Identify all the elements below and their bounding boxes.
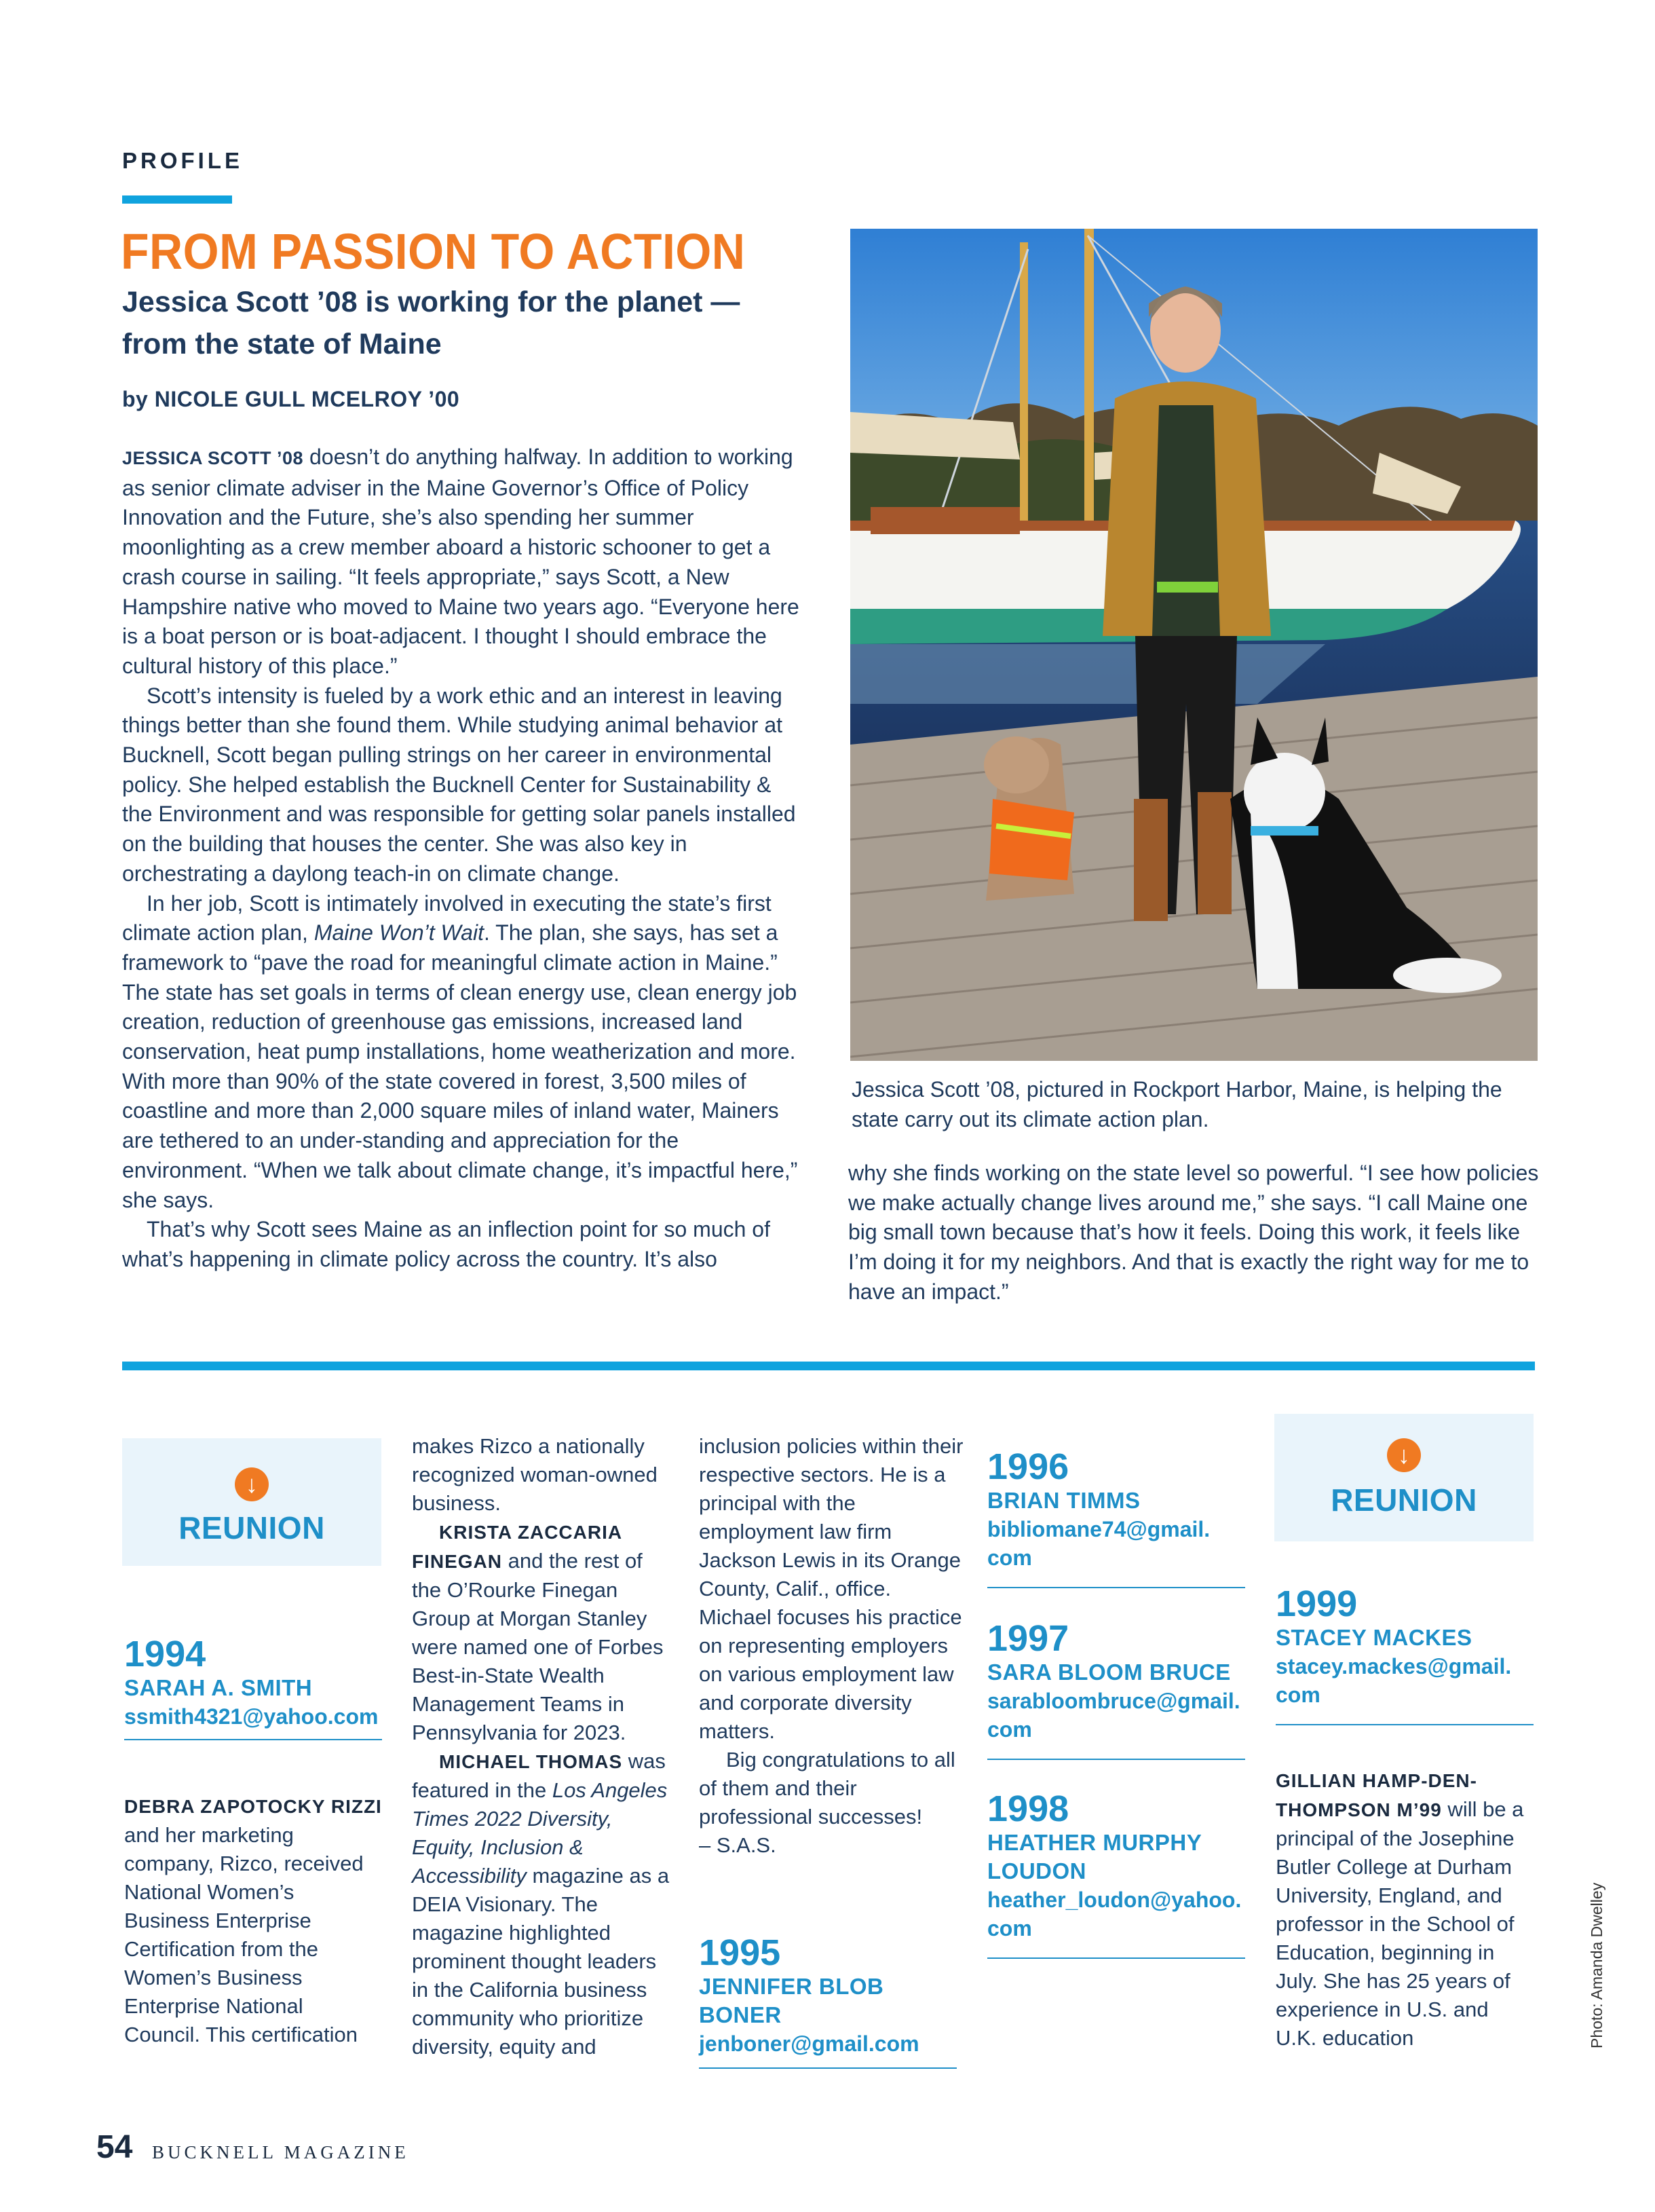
class-year: 1998 <box>987 1788 1069 1829</box>
photo-credit: Photo: Amanda Dwelley <box>1588 1882 1605 2048</box>
class-year: 1999 <box>1276 1583 1358 1624</box>
class-1998 <box>987 1789 1245 1959</box>
class-year: 1994 <box>124 1634 206 1674</box>
note-paragraph: DEBRA ZAPOTOCKY RIZZI and her marketing company, Rizco, received National Women’s Business Enterprise Certification from the Women’s Business Enterprise National Council. This certification <box>124 1796 382 2046</box>
class-correspondent: SARA BLOOM BRUCE <box>987 1660 1231 1685</box>
profile-photo <box>850 229 1538 1061</box>
class-correspondent: STACEY MACKES <box>1276 1625 1472 1650</box>
class-notes-col5 <box>1276 1766 1534 2052</box>
class-notes-col3 <box>699 1432 964 1860</box>
page-number: 54 <box>96 2129 133 2165</box>
class-rule <box>1276 1724 1534 1725</box>
class-1996 <box>987 1447 1245 1588</box>
lead-name: JESSICA SCOTT ’08 <box>122 448 304 468</box>
article-byline: by NICOLE GULL MCELROY ’00 <box>122 387 460 411</box>
class-1995 <box>699 1933 957 2069</box>
note-paragraph: inclusion policies within their respective sectors. He is a principal with the employment law firm Jackson Lewis in its Orange County, Calif., office. Michael focuses his practice on representing employers on various employment law and corporate diversity matters. <box>699 1434 964 1743</box>
class-year: 1996 <box>987 1446 1069 1487</box>
class-rule <box>987 1587 1245 1588</box>
correspondent-email[interactable]: ssmith4321@yahoo.com <box>124 1704 379 1729</box>
class-rule <box>987 1957 1245 1959</box>
reunion-label: REUNION <box>178 1510 325 1545</box>
correspondent-email[interactable]: bibliomane74@gmail. com <box>987 1517 1211 1570</box>
article-paragraph: In her job, Scott is intimately involved in executing the state’s first climate action plan, Maine Won’t Wait. The plan, she says, has set a framework to “pave the road for meaningful climate action in Maine.” The state has set goals in terms of clean energy use, clean energy job creation, reduction of greenhouse gas emissions, increased land conservation, heat pump installations, home weatherization and more. With more than 90% of the state covered in forest, 3,500 miles of coastline and more than 2,000 square miles of inland water, Mainers are tethered to an under-standing and appreciation for the environment. “When we talk about climate change, it’s impactful here,” she says. <box>122 891 798 1212</box>
class-year: 1997 <box>987 1618 1069 1659</box>
article-paragraph: Scott’s intensity is fueled by a work ethic and an interest in leaving things better than she found them. While studying animal behavior at Bucknell, Scott began pulling strings on her career in environmental policy. She helped establish the Bucknell Center for Sustainability & the Environment and was responsible for getting solar panels installed on the building that houses the center. She was also key in orchestrating a daylong teach-in on climate change. <box>122 683 796 886</box>
correspondent-email[interactable]: sarabloombruce@gmail. com <box>987 1689 1240 1742</box>
kicker-rule <box>122 195 232 204</box>
article-deck: Jessica Scott ’08 is working for the planet — from the state of Maine <box>122 286 740 360</box>
class-1999 <box>1276 1584 1534 1725</box>
reunion-label: REUNION <box>1331 1482 1477 1518</box>
note-paragraph: KRISTA ZACCARIA FINEGAN and the rest of the O’Rourke Finegan Group at Morgan Stanley were named one of Forbes Best-in-State Wealth Management Teams in Pennsylvania for 2023. <box>412 1522 664 1744</box>
class-year: 1995 <box>699 1932 781 1973</box>
class-notes-col2 <box>412 1432 677 2061</box>
class-1994 <box>124 1634 382 1740</box>
arrow-down-icon: ↓ <box>1387 1438 1421 1472</box>
article-body-right <box>848 1159 1540 1307</box>
article-paragraph: That’s why Scott sees Maine as an inflection point for so much of what’s happening in climate policy across the country. It’s also <box>122 1217 770 1271</box>
plan-title: Maine Won’t Wait <box>313 920 484 945</box>
note-paragraph: Big congratulations to all of them and their professional successes! <box>699 1748 955 1829</box>
note-signature: – S.A.S. <box>699 1833 776 1857</box>
class-correspondent: SARAH A. SMITH <box>124 1675 313 1700</box>
correspondent-email[interactable]: stacey.mackes@gmail. com <box>1276 1654 1512 1707</box>
magazine-name: BUCKNELL MAGAZINE <box>152 2142 409 2162</box>
class-correspondent: JENNIFER BLOB BONER <box>699 1974 884 2027</box>
class-notes-col1 <box>124 1792 382 2049</box>
class-rule <box>987 1759 1245 1760</box>
correspondent-email[interactable]: heather_loudon@yahoo. com <box>987 1888 1242 1941</box>
arrow-down-icon: ↓ <box>235 1467 269 1501</box>
class-correspondent: BRIAN TIMMS <box>987 1488 1141 1513</box>
article-body-left <box>122 443 801 1275</box>
article-headline: FROM PASSION TO ACTION <box>121 223 746 280</box>
class-1997 <box>987 1619 1245 1760</box>
note-paragraph: GILLIAN HAMP-DEN-THOMPSON M’99 will be a principal of the Josephine Butler College at Durham University, England, and professor in the School of Education, beginning in July. She has 25 years of experience in U.S. and U.K. education <box>1276 1770 1524 2050</box>
section-divider <box>122 1362 1535 1370</box>
note-paragraph: makes Rizco a nationally recognized woman-owned business. <box>412 1434 658 1515</box>
class-rule <box>124 1739 382 1740</box>
reunion-badge <box>1274 1414 1534 1541</box>
class-rule <box>699 2067 957 2069</box>
article-paragraph: why she finds working on the state level so powerful. “I see how policies we make actually change lives around me,” she says. “I call Maine one big small town because that’s how it feels. Doing this work, it feels like I’m doing it for my neighbors. And that is exactly the right way for me to have an impact.” <box>848 1161 1539 1304</box>
reunion-badge <box>122 1438 381 1566</box>
correspondent-email[interactable]: jenboner@gmail.com <box>699 2031 919 2056</box>
photo-caption: Jessica Scott ’08, pictured in Rockport Harbor, Maine, is helping the state carry out its climate action plan. <box>852 1077 1502 1131</box>
section-kicker: PROFILE <box>122 148 244 173</box>
note-paragraph: MICHAEL THOMAS was featured in the Los Angeles Times 2022 Diversity, Equity, Inclusion & Accessibility magazine as a DEIA Visionary. The magazine highlighted prominent thought leaders in the California business community who prioritize diversity, equity and <box>412 1749 670 2059</box>
class-correspondent: HEATHER MURPHY LOUDON <box>987 1830 1202 1883</box>
article-paragraph: JESSICA SCOTT ’08 doesn’t do anything halfway. In addition to working as senior climate adviser in the Maine Governor’s Office of Policy Innovation and the Future, she’s also spending her summer moonlighting as a crew member aboard a historic schooner to get a crash course in sailing. “It feels appropriate,” says Scott, a New Hampshire native who moved to Maine two years ago. “Everyone here is a boat person or is boat-adjacent. I thought I should embrace the cultural history of this place.” <box>122 445 799 678</box>
